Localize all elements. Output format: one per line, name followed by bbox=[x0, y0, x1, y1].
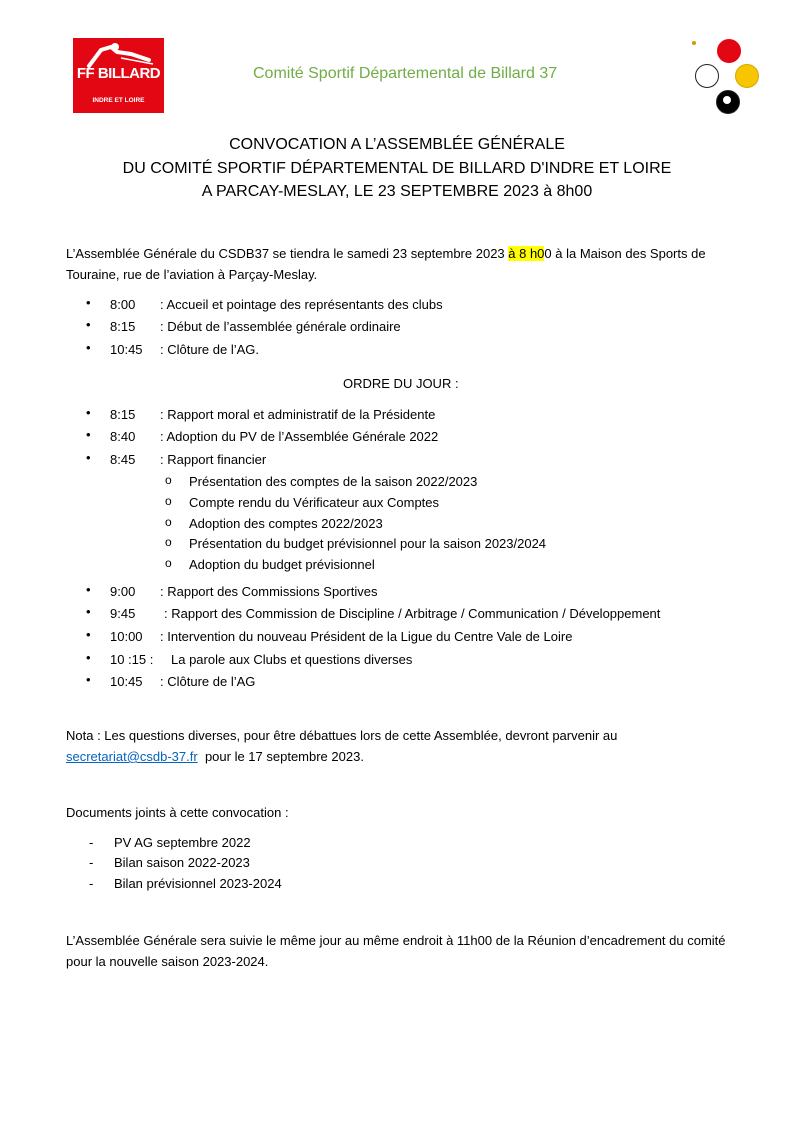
document-item: Bilan saison 2022-2023 bbox=[114, 855, 250, 870]
dash-icon: - bbox=[89, 876, 94, 891]
item-text: : Intervention du nouveau Président de la Ligue du Centre Vale de Loire bbox=[160, 629, 573, 644]
item-time: 10:00 bbox=[110, 629, 143, 644]
document-item: Bilan prévisionnel 2023-2024 bbox=[114, 876, 282, 891]
item-text: : Rapport des Commissions Sportives bbox=[160, 584, 378, 599]
sub-bullet-icon: o bbox=[165, 556, 172, 570]
bullet-icon: • bbox=[86, 427, 91, 442]
title-line-2: DU COMITÉ SPORTIF DÉPARTEMENTAL DE BILLARD D'INDRE ET LOIRE bbox=[122, 159, 672, 177]
logo-subtitle: INDRE ET LOIRE bbox=[92, 97, 145, 104]
title-line-3: A PARCAY-MESLAY, LE 23 SEPTEMBRE 2023 à 8h00 bbox=[201, 183, 593, 200]
sub-bullet-icon: o bbox=[165, 494, 172, 508]
item-text: La parole aux Clubs et questions diverses bbox=[171, 652, 413, 667]
financial-item: Présentation du budget prévisionnel pour la saison 2023/2024 bbox=[189, 536, 547, 551]
item-time: 10:45 bbox=[110, 674, 143, 689]
bullet-icon: • bbox=[86, 672, 91, 687]
white-ball-icon bbox=[695, 64, 719, 88]
agenda-heading: ORDRE DU JOUR : bbox=[343, 376, 459, 391]
red-ball-icon bbox=[717, 39, 741, 63]
nota-text: Nota : Les questions diverses, pour être débattues lors de cette Assemblée, devront parvenir au bbox=[66, 728, 618, 743]
document-item: PV AG septembre 2022 bbox=[114, 835, 251, 850]
item-time: 10 :15 : bbox=[110, 652, 154, 667]
bullet-icon: • bbox=[86, 650, 91, 665]
email-link[interactable]: secretariat@csdb-37.fr bbox=[66, 749, 198, 764]
item-time: 9:00 bbox=[110, 584, 136, 599]
documents-heading: Documents joints à cette convocation : bbox=[66, 805, 289, 820]
item-text: : Rapport financier bbox=[160, 452, 267, 467]
item-text: : Début de l’assemblée générale ordinaire bbox=[160, 319, 401, 334]
logo-title: FF BILLARD bbox=[76, 65, 161, 82]
financial-item: Adoption des comptes 2022/2023 bbox=[189, 516, 383, 531]
item-text: : Adoption du PV de l’Assemblée Générale 2022 bbox=[160, 429, 439, 444]
billiard-balls-logo bbox=[690, 36, 764, 120]
dash-icon: - bbox=[89, 835, 94, 850]
item-text: : Rapport moral et administratif de la Présidente bbox=[160, 407, 436, 422]
bullet-icon: • bbox=[86, 582, 91, 597]
intro-paragraph bbox=[66, 244, 736, 285]
closing-paragraph: L’Assemblée Générale sera suivie le même jour au même endroit à 11h00 de la Réunion d’encadrement du comité pour la nouvelle saison 2023-2024. bbox=[66, 933, 726, 969]
sub-bullet-icon: o bbox=[165, 515, 172, 529]
item-text: : Clôture de l’AG. bbox=[160, 342, 259, 357]
bullet-icon: • bbox=[86, 295, 91, 310]
small-ball-icon bbox=[692, 41, 696, 45]
bullet-icon: • bbox=[86, 405, 91, 420]
item-text: : Clôture de l’AG bbox=[160, 674, 256, 689]
item-time: 8:15 bbox=[110, 319, 136, 334]
yellow-ball-icon bbox=[735, 64, 759, 88]
item-text: : Accueil et pointage des représentants des clubs bbox=[160, 297, 443, 312]
intro-before: L’Assemblée Générale du CSDB37 se tiendra le samedi 23 septembre 2023 bbox=[66, 246, 509, 261]
bullet-icon: • bbox=[86, 450, 91, 465]
intro-after: 0 à la Maison des Sports de Touraine, rue de l’aviation à Parçay-Meslay. bbox=[66, 246, 706, 282]
item-time: 10:45 bbox=[110, 342, 143, 357]
financial-item: Compte rendu du Vérificateur aux Comptes bbox=[189, 495, 440, 510]
dash-icon: - bbox=[89, 855, 94, 870]
item-time: 8:00 bbox=[110, 297, 136, 312]
header-title: Comité Sportif Départemental de Billard 37 bbox=[253, 65, 558, 82]
title-line-1: CONVOCATION A L’ASSEMBLÉE GÉNÉRALE bbox=[229, 136, 565, 153]
sub-bullet-icon: o bbox=[165, 473, 172, 487]
financial-item: Adoption du budget prévisionnel bbox=[189, 557, 375, 572]
bullet-icon: • bbox=[86, 340, 91, 355]
item-time: 8:40 bbox=[110, 429, 136, 444]
black-ball-icon bbox=[716, 90, 740, 114]
main-title bbox=[0, 133, 794, 204]
item-time: 8:45 bbox=[110, 452, 136, 467]
ffbillard-logo bbox=[73, 38, 164, 113]
bullet-icon: • bbox=[86, 604, 91, 619]
financial-item: Présentation des comptes de la saison 2022/2023 bbox=[189, 474, 478, 489]
item-text: : Rapport des Commission de Discipline / Arbitrage / Communication / Développement bbox=[164, 606, 661, 621]
nota-line-2 bbox=[66, 747, 364, 767]
sub-bullet-icon: o bbox=[165, 535, 172, 549]
item-time: 8:15 bbox=[110, 407, 136, 422]
nota-after: pour le 17 septembre 2023. bbox=[204, 749, 364, 764]
item-time: 9:45 bbox=[110, 606, 136, 621]
bullet-icon: • bbox=[86, 317, 91, 332]
bullet-icon: • bbox=[86, 627, 91, 642]
intro-highlight: à 8 h0 bbox=[508, 246, 545, 261]
